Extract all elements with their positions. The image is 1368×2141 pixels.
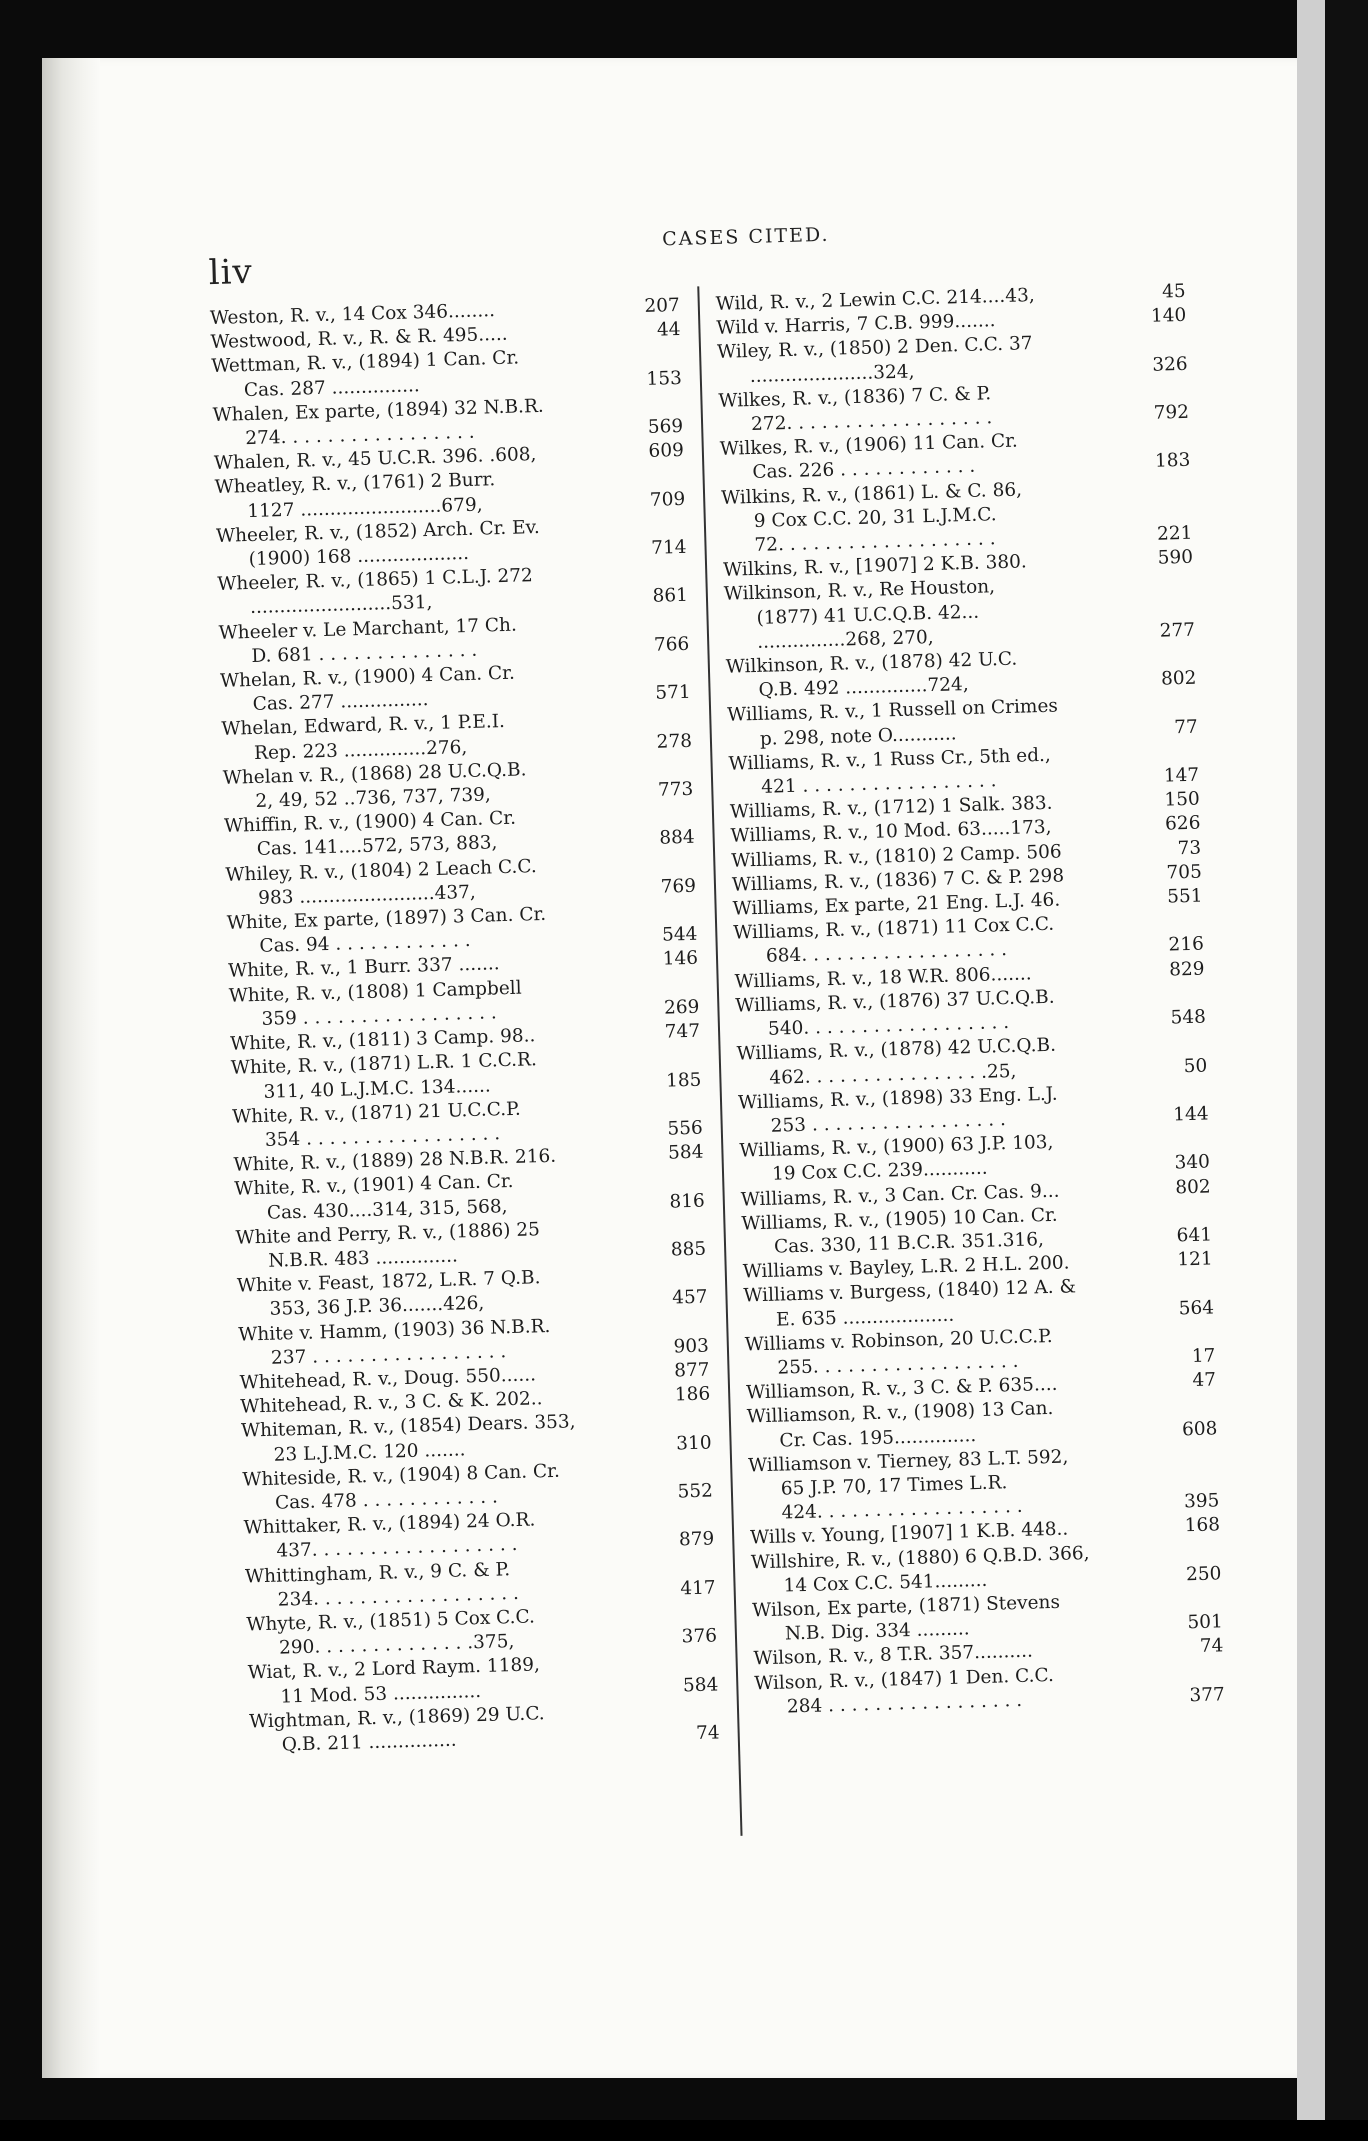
entry-title: White, R. v., (1871) L.R. 1 C.C.R. <box>230 1049 538 1080</box>
entry-page-ref: 590 <box>1157 546 1194 569</box>
entry-title: Whiffin, R. v., (1900) 4 Can. Cr. <box>223 807 517 838</box>
entry-page-ref: 571 <box>655 682 691 705</box>
entry-page-ref: 150 <box>1164 788 1201 811</box>
entry-title: Whiley, R. v., (1804) 2 Leach C.C. <box>225 855 537 886</box>
entry-page-ref: 144 <box>1172 1103 1209 1126</box>
entry-title: Wilson, Ex parte, (1871) Stevens <box>751 1591 1061 1622</box>
entry-page-ref: 221 <box>1156 522 1193 545</box>
entry-title: Williams, R. v., (1836) 7 C. & P. 298 <box>731 865 1065 896</box>
entry-title: Williams v. Robinson, 20 U.C.C.P. <box>744 1325 1053 1356</box>
entry-title: Whalen, R. v., 45 U.C.R. 396. .608, <box>213 444 537 475</box>
entry-title: Wild v. Harris, 7 C.B. 999....... <box>716 310 996 340</box>
entry-title: Williams, R. v., (1871) 11 Cox C.C. <box>733 914 1055 944</box>
entry-page-ref: 326 <box>1152 353 1188 376</box>
entry-continuation: 23 L.J.M.C. 120 ....... <box>273 1438 466 1466</box>
entry-page-ref: 569 <box>647 415 684 438</box>
entry-title: Wightman, R. v., (1869) 29 U.C. <box>248 1703 545 1733</box>
entry-page-ref: 250 <box>1185 1563 1222 1586</box>
entry-page-ref: 340 <box>1174 1151 1211 1174</box>
entry-page-ref: 773 <box>657 778 694 801</box>
entry-continuation: Rep. 223 ..............276, <box>253 736 468 764</box>
entry-title: Williams v. Bayley, L.R. 2 H.L. 200. <box>742 1252 1070 1283</box>
entry-title: Whitehead, R. v., Doug. 550...... <box>239 1364 537 1394</box>
entry-title: Williams, R. v., 18 W.R. 806....... <box>734 963 1032 993</box>
entry-continuation: 1127 ........................679, <box>247 494 483 522</box>
entry-page-ref: 877 <box>673 1359 710 1382</box>
entry-continuation: 424. . . . . . . . . . . . . . . . . . <box>781 1495 1023 1524</box>
entry-title: Wild, R. v., 2 Lewin C.C. 214....43, <box>715 285 1035 315</box>
entry-title: Whyte, R. v., (1851) 5 Cox C.C. <box>246 1606 536 1636</box>
entry-title: Williamson v. Tierney, 83 L.T. 592, <box>747 1446 1069 1477</box>
entry-continuation: 290. . . . . . . . . . . . . .375, <box>278 1631 515 1659</box>
entry-title: White v. Hamm, (1903) 36 N.B.R. <box>238 1315 551 1346</box>
entry-page-ref: 269 <box>663 996 700 1019</box>
entry-continuation: 255. . . . . . . . . . . . . . . . . . <box>777 1350 1019 1379</box>
entry-page-ref: 792 <box>1153 401 1190 424</box>
entry-title: Whelan v. R., (1868) 28 U.C.Q.B. <box>222 759 527 789</box>
entry-page-ref: 829 <box>1168 958 1205 981</box>
entry-continuation: Cas. 141....572, 573, 883, <box>256 832 498 861</box>
entry-continuation: 2, 49, 52 ..736, 737, 739, <box>255 784 492 813</box>
index-entry <box>721 473 1193 559</box>
entry-page-ref: 73 <box>1177 837 1202 859</box>
entry-title: White, Ex parte, (1897) 3 Can. Cr. <box>226 903 547 934</box>
entry-page-ref: 885 <box>670 1238 707 1261</box>
entry-page-ref: 641 <box>1176 1224 1213 1247</box>
entry-page-ref: 626 <box>1164 813 1201 836</box>
entry-title: Wiley, R. v., (1850) 2 Den. C.C. 37 <box>716 333 1033 364</box>
entry-continuation: Cas. 277 ............... <box>252 689 429 716</box>
entry-page-ref: 705 <box>1166 861 1203 884</box>
entry-page-ref: 47 <box>1192 1369 1217 1392</box>
entry-title: Williams, R. v., (1876) 37 U.C.Q.B. <box>735 986 1055 1017</box>
entry-title: Williams, R. v., (1878) 42 U.C.Q.B. <box>736 1035 1057 1065</box>
entry-continuation: ...............268, 270, <box>756 626 934 653</box>
entry-page-ref: 45 <box>1161 280 1186 303</box>
entry-continuation: 983 .......................437, <box>257 881 477 909</box>
entry-continuation: .....................324, <box>749 361 915 387</box>
entry-continuation: E. 635 ................... <box>775 1304 955 1331</box>
entry-continuation: 234. . . . . . . . . . . . . . . . . . <box>277 1582 520 1611</box>
entry-continuation: 253 . . . . . . . . . . . . . . . . . <box>770 1109 1007 1137</box>
entry-title: Wilson, R. v., (1847) 1 Den. C.C. <box>753 1664 1055 1694</box>
entry-continuation: 421 . . . . . . . . . . . . . . . . . <box>760 770 997 798</box>
entry-continuation: Cas. 430....314, 315, 568, <box>266 1195 508 1224</box>
entry-page-ref: 709 <box>649 488 686 511</box>
entry-page-ref: 457 <box>671 1286 708 1309</box>
entry-continuation: 353, 36 J.P. 36.......426, <box>269 1293 485 1321</box>
entry-continuation: 284 . . . . . . . . . . . . . . . . . <box>786 1689 1023 1718</box>
entry-continuation: Cas. 94 . . . . . . . . . . . . <box>259 930 471 958</box>
entry-continuation: 19 Cox C.C. 239........... <box>771 1157 988 1185</box>
entry-title: Williams, R. v., (1898) 33 Eng. L.J. <box>737 1083 1058 1114</box>
entry-title: Wilkinson, R. v., Re Houston, <box>723 576 996 606</box>
entry-title: Whelan, Edward, R. v., 1 P.E.I. <box>221 711 506 741</box>
entry-continuation: p. 298, note O........... <box>759 723 957 750</box>
entry-title: White, R. v., (1871) 21 U.C.C.P. <box>231 1098 521 1128</box>
entry-title: Wettman, R. v., (1894) 1 Can. Cr. <box>211 347 520 378</box>
entry-continuation: 9 Cox C.C. 20, 31 L.J.M.C. <box>753 503 997 532</box>
entry-page-ref: 50 <box>1183 1055 1208 1077</box>
entry-continuation: ........................531, <box>249 592 433 619</box>
entry-title: Williams, R. v., (1712) 1 Salk. 383. <box>729 792 1053 823</box>
entry-title: White v. Feast, 1872, L.R. 7 Q.B. <box>236 1267 541 1297</box>
entry-page-ref: 377 <box>1189 1684 1226 1707</box>
entry-continuation: 354 . . . . . . . . . . . . . . . . . <box>264 1123 501 1151</box>
entry-title: Whiteman, R. v., (1854) Dears. 353, <box>240 1411 576 1442</box>
entry-title: Whittingham, R. v., 9 C. & P. <box>244 1558 511 1588</box>
entry-continuation: 237 . . . . . . . . . . . . . . . . . <box>270 1340 507 1369</box>
entry-title: Williams, R. v., 3 Can. Cr. Cas. 9... <box>740 1180 1060 1211</box>
entry-title: Williams, R. v., (1810) 2 Camp. 506 <box>731 841 1062 872</box>
entry-continuation: D. 681 . . . . . . . . . . . . . . <box>251 639 478 667</box>
entry-page-ref: 140 <box>1150 304 1187 327</box>
entry-title: Williams, R. v., 1 Russ Cr., 5th ed., <box>728 744 1052 775</box>
entry-page-ref: 802 <box>1174 1175 1211 1198</box>
entry-page-ref: 185 <box>665 1069 702 1092</box>
entry-page-ref: 609 <box>648 440 685 463</box>
entry-title: White, R. v., 1 Burr. 337 ....... <box>227 953 500 983</box>
entry-continuation: 540. . . . . . . . . . . . . . . . . . <box>767 1012 1010 1040</box>
index-entry <box>724 570 1196 656</box>
entry-title: Wilkins, R. v., (1861) L. & C. 86, <box>720 479 1023 509</box>
entry-page-ref: 74 <box>1199 1635 1224 1658</box>
entry-title: Wheatley, R. v., (1761) 2 Burr. <box>214 469 496 499</box>
entry-page-ref: 544 <box>661 923 698 946</box>
entry-continuation: 437. . . . . . . . . . . . . . . . . . <box>276 1534 518 1563</box>
entry-title: Wiat, R. v., 2 Lord Raym. 1189, <box>247 1654 541 1684</box>
page-number: liv <box>208 251 254 294</box>
entry-page-ref: 552 <box>677 1480 714 1503</box>
entry-page-ref: 556 <box>667 1117 704 1140</box>
entry-page-ref: 153 <box>646 367 683 390</box>
entry-page-ref: 548 <box>1170 1006 1207 1029</box>
entry-continuation: Q.B. 211 ............... <box>281 1729 457 1756</box>
entry-page-ref: 216 <box>1168 934 1205 957</box>
entry-page-ref: 766 <box>653 633 690 656</box>
entry-page-ref: 608 <box>1181 1417 1218 1440</box>
entry-continuation: Cas. 330, 11 B.C.R. 351.316, <box>773 1229 1045 1258</box>
entry-page-ref: 564 <box>1178 1296 1215 1319</box>
entry-title: Whiteside, R. v., (1904) 8 Can. Cr. <box>242 1460 561 1491</box>
entry-page-ref: 74 <box>695 1722 720 1745</box>
entry-continuation: Cas. 478 . . . . . . . . . . . . <box>274 1486 499 1514</box>
entry-continuation: N.B. Dig. 334 ......... <box>784 1618 970 1645</box>
entry-continuation: N.B.R. 483 .............. <box>268 1245 459 1272</box>
entry-continuation: 274. . . . . . . . . . . . . . . . . <box>245 421 475 450</box>
entry-continuation: 11 Mod. 53 ............... <box>280 1680 482 1708</box>
entry-page-ref: 207 <box>644 294 681 317</box>
entry-title: Williamson, R. v., (1908) 13 Can. <box>746 1398 1054 1428</box>
entry-page-ref: 417 <box>680 1577 716 1600</box>
index-entry <box>748 1441 1220 1527</box>
entry-continuation: 684. . . . . . . . . . . . . . . . . . <box>765 939 1008 968</box>
entry-title: Wilkes, R. v., (1836) 7 C. & P. <box>718 383 992 412</box>
running-head: CASES CITED. <box>661 223 830 251</box>
entry-page-ref: 769 <box>660 875 697 898</box>
entry-title: Williams, R. v., 1 Russell on Crimes <box>726 695 1059 727</box>
entry-continuation: 462. . . . . . . . . . . . . . . .25, <box>769 1060 1017 1089</box>
entry-title: Wilkinson, R. v., (1878) 42 U.C. <box>725 648 1018 678</box>
entry-title: Williamson, R. v., 3 C. & P. 635.... <box>745 1373 1058 1404</box>
entry-page-ref: 44 <box>656 319 681 341</box>
entry-page-ref: 802 <box>1160 667 1197 690</box>
entry-title: Wheeler, R. v., (1865) 1 C.L.J. 272 <box>217 565 534 596</box>
entry-title: Wheeler v. Le Marchant, 17 Ch. <box>218 614 518 644</box>
entry-title: Westwood, R. v., R. & R. 495..... <box>210 323 508 354</box>
entry-title: Whelan, R. v., (1900) 4 Can. Cr. <box>219 662 516 692</box>
entry-page-ref: 186 <box>674 1383 711 1406</box>
entry-page-ref: 183 <box>1154 450 1191 473</box>
entry-continuation: 311, 40 L.J.M.C. 134...... <box>263 1075 491 1103</box>
entry-continuation: (1877) 41 U.C.Q.B. 42... <box>756 601 980 629</box>
entry-page-ref: 714 <box>650 536 687 559</box>
entry-continuation: (1900) 168 ................... <box>248 542 470 571</box>
entry-title: Wilson, R. v., 8 T.R. 357.......... <box>753 1640 1034 1670</box>
left-column <box>210 294 720 1759</box>
entry-page-ref: 77 <box>1173 716 1199 738</box>
entry-page-ref: 747 <box>664 1020 701 1043</box>
entry-page-ref: 168 <box>1184 1514 1221 1537</box>
entry-title: Williams v. Burgess, (1840) 12 A. & <box>743 1276 1077 1307</box>
entry-continuation: 272. . . . . . . . . . . . . . . . . . <box>750 407 993 435</box>
entry-page-ref: 17 <box>1191 1345 1216 1367</box>
entry-continuation: Cas. 226 . . . . . . . . . . . . <box>752 456 976 484</box>
entry-title: White, R. v., (1808) 1 Campbell <box>228 977 522 1007</box>
right-column <box>715 280 1225 1721</box>
entry-title: Whittaker, R. v., (1894) 24 O.R. <box>243 1509 536 1539</box>
entry-continuation: Cas. 287 ............... <box>243 374 421 401</box>
entry-title: Willshire, R. v., (1880) 6 Q.B.D. 366, <box>750 1542 1090 1573</box>
entry-continuation: 14 Cox C.C. 541......... <box>783 1569 988 1597</box>
entry-page-ref: 584 <box>667 1141 704 1164</box>
entry-page-ref: 884 <box>659 827 695 850</box>
entry-title: Wills v. Young, [1907] 1 K.B. 448.. <box>749 1518 1069 1549</box>
entry-page-ref: 121 <box>1177 1248 1213 1271</box>
entry-continuation: Cr. Cas. 195.............. <box>779 1424 977 1452</box>
entry-title: White and Perry, R. v., (1886) 25 <box>235 1218 541 1249</box>
entry-title: Whalen, Ex parte, (1894) 32 N.B.R. <box>212 395 545 426</box>
entry-title: White, R. v., (1901) 4 Can. Cr. <box>234 1171 514 1201</box>
entry-title: Wheeler, R. v., (1852) Arch. Cr. Ev. <box>215 516 541 547</box>
entry-continuation: 72. . . . . . . . . . . . . . . . . . . <box>754 528 996 556</box>
entry-continuation: 65 J.P. 70, 17 Times L.R. <box>780 1472 1008 1500</box>
entry-page-ref: 146 <box>662 948 699 971</box>
entry-title: White, R. v., (1889) 28 N.B.R. 216. <box>233 1145 557 1176</box>
entry-title: Williams, R. v., 10 Mod. 63.....173, <box>730 817 1052 848</box>
entry-title: Williams, Ex parte, 21 Eng. L.J. 46. <box>732 889 1061 920</box>
entry-page-ref: 278 <box>656 730 693 753</box>
entry-title: Whitehead, R. v., 3 C. & K. 202.. <box>240 1388 543 1418</box>
entry-title: Wilkes, R. v., (1906) 11 Can. Cr. <box>719 430 1019 461</box>
entry-page-ref: 816 <box>669 1190 706 1213</box>
entry-page-ref: 310 <box>675 1432 712 1455</box>
entry-page-ref: 376 <box>681 1625 718 1648</box>
entry-title: Weston, R. v., 14 Cox 346........ <box>209 300 496 330</box>
entry-continuation: 359 . . . . . . . . . . . . . . . . . <box>261 1002 498 1030</box>
entry-page-ref: 501 <box>1187 1611 1224 1634</box>
entry-page-ref: 147 <box>1163 764 1200 787</box>
entry-continuation: Q.B. 492 ..............724, <box>758 674 969 702</box>
entry-title: Wilkins, R. v., [1907] 2 K.B. 380. <box>722 551 1028 582</box>
entry-page-ref: 395 <box>1183 1490 1220 1513</box>
entry-page-ref: 584 <box>682 1673 719 1696</box>
entry-title: Williams, R. v., (1905) 10 Can. Cr. <box>741 1204 1058 1235</box>
entry-title: White, R. v., (1811) 3 Camp. 98.. <box>229 1025 536 1055</box>
entry-page-ref: 879 <box>678 1528 715 1551</box>
entry-page-ref: 903 <box>673 1335 710 1358</box>
entry-page-ref: 277 <box>1159 619 1196 642</box>
entry-page-ref: 551 <box>1166 885 1203 908</box>
entry-page-ref: 861 <box>652 585 689 608</box>
entry-title: Williams, R. v., (1900) 63 J.P. 103, <box>739 1131 1054 1162</box>
